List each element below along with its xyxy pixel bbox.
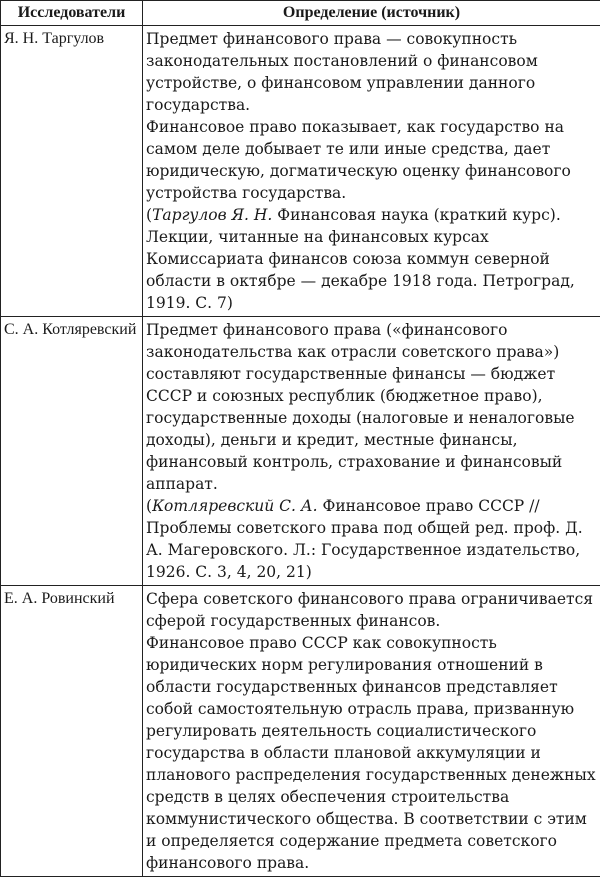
table-row (1, 26, 600, 317)
source-author: Котляревский С. А. (152, 497, 317, 515)
researcher-name: С. А. Котляревский (1, 317, 143, 586)
definition-source (146, 495, 597, 583)
definition-source (146, 204, 597, 314)
definition-cell (143, 586, 600, 877)
researcher-name: Е. А. Ровинский (1, 586, 143, 877)
definition-paragraph: Финансовое право показывает, как государство на самом деле добывает те или иные средства, дает юридическую, догматическую оценку финансового устройства государства. (146, 116, 597, 204)
definition-paragraph: Финансовое право СССР как совокупность юридических норм регулирования отношений в области государственных финансов представляет собой самостоятельную отрасль права, призванную регулировать деятельность социалистического государства в области плановой аккумуляции и планового распределения государственных денежных средств в целях обеспечения строительства коммунистического общества. В соответствии с этим и определяется содержание предмета советского финансового права. (146, 632, 597, 874)
definition-paragraph: Сфера советского финансового права ограничивается сферой государственных финансов. (146, 588, 597, 632)
table-row (1, 586, 600, 877)
header-row (1, 1, 600, 26)
definition-paragraph: Предмет финансового права — совокупность законодательных постановлений о финансовом устройстве, о финансовом управлении данного государства. (146, 28, 597, 116)
definition-cell (143, 317, 600, 586)
researcher-name: Я. Н. Таргулов (1, 26, 143, 317)
definition-cell (143, 26, 600, 317)
table-row (1, 317, 600, 586)
header-definition: Определение (источник) (143, 1, 600, 26)
source-details: Финансовая наука (краткий курс). Лекции, читанные на финансовых курсах Комиссариата финансов союза коммун северной области в октябре — декабре 1918 года. Петроград, 1919. С. 7) (146, 206, 575, 312)
header-researchers: Исследователи (1, 1, 143, 26)
definition-paragraph: Предмет финансового права («финансового законодательства как отрасли советского права») составляют государственные финансы — бюджет СССР и союзных республик (бюджетное право), государственные доходы (налоговые и неналоговые доходы), деньги и кредит, местные финансы, финансовый контроль, страхование и финансовый аппарат. (146, 319, 597, 495)
source-author: Таргулов Я. Н. (152, 206, 272, 224)
source-open: ( (146, 497, 152, 515)
source-details: Финансовое право СССР // Проблемы советского права под общей ред. проф. Д. А. Магеровского. Л.: Государственное издательство, 1926. С. 3, 4, 20, 21) (146, 497, 583, 581)
source-open: ( (146, 206, 152, 224)
